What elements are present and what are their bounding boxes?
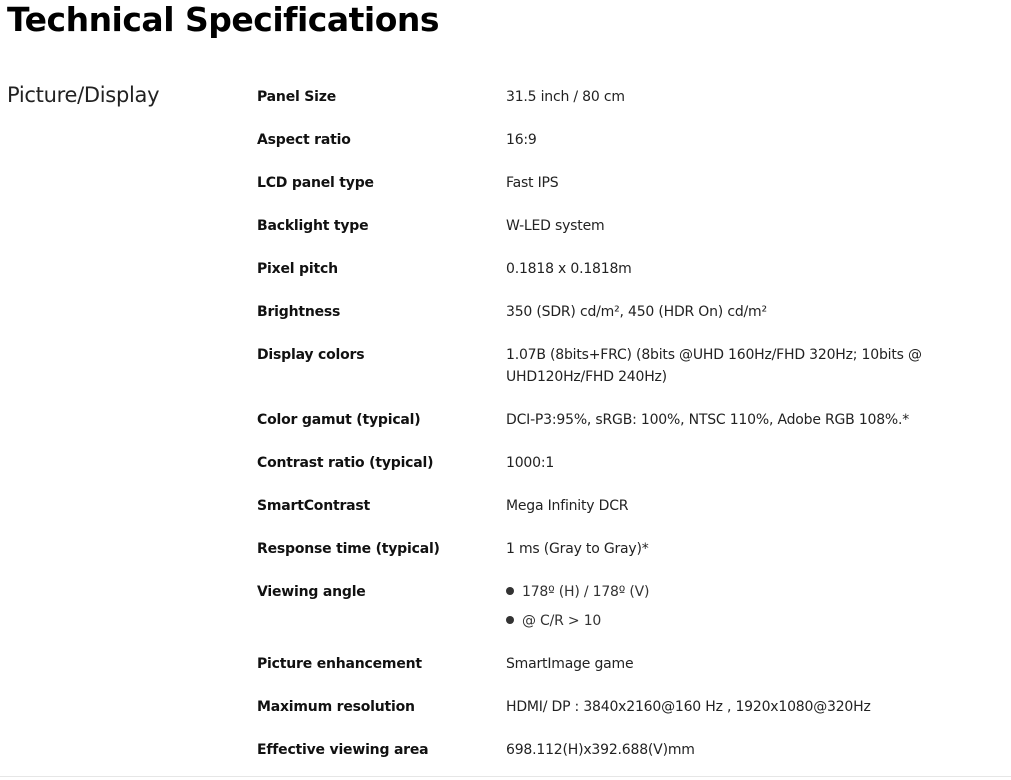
spec-label: Backlight type xyxy=(257,218,369,234)
spec-label: Contrast ratio (typical) xyxy=(257,455,434,471)
spec-value: 1.07B (8bits+FRC) (8bits @UHD 160Hz/FHD 320Hz; 10bits @ UHD120Hz/FHD 240Hz) xyxy=(506,347,922,385)
spec-list xyxy=(257,86,957,780)
spec-row-contrast-ratio xyxy=(257,452,957,474)
spec-value xyxy=(506,581,936,632)
viewing-angle-list xyxy=(506,581,936,632)
spec-label: Pixel pitch xyxy=(257,261,338,277)
divider xyxy=(0,776,1011,777)
spec-value: 698.112(H)x392.688(V)mm xyxy=(506,742,695,758)
spec-label: Brightness xyxy=(257,304,341,320)
section-title: Picture/Display xyxy=(7,83,160,107)
page-title: Technical Specifications xyxy=(7,0,440,39)
spec-value: 1000:1 xyxy=(506,455,555,471)
spec-row-color-gamut xyxy=(257,409,957,431)
spec-value: W-LED system xyxy=(506,218,605,234)
spec-label: Display colors xyxy=(257,347,365,363)
spec-row-smartcontrast xyxy=(257,495,957,517)
spec-label: Viewing angle xyxy=(257,584,366,600)
spec-label: Effective viewing area xyxy=(257,742,429,758)
spec-value: DCI-P3:95%, sRGB: 100%, NTSC 110%, Adobe RGB 108%.* xyxy=(506,412,910,428)
spec-row-lcd-panel-type xyxy=(257,172,957,194)
spec-row-response-time xyxy=(257,538,957,560)
spec-label: Color gamut (typical) xyxy=(257,412,421,428)
spec-value: 16:9 xyxy=(506,132,537,148)
spec-row-pixel-pitch xyxy=(257,258,957,280)
spec-label: Picture enhancement xyxy=(257,656,422,672)
spec-row-brightness xyxy=(257,301,957,323)
spec-value: Mega Infinity DCR xyxy=(506,498,629,514)
spec-row-display-colors xyxy=(257,344,957,388)
list-item-text: 178º (H) / 178º (V) xyxy=(522,584,650,600)
spec-row-backlight-type xyxy=(257,215,957,237)
spec-row-picture-enhancement xyxy=(257,653,957,675)
spec-value: HDMI/ DP : 3840x2160@160 Hz , 1920x1080@320Hz xyxy=(506,699,871,715)
spec-row-aspect-ratio xyxy=(257,129,957,151)
list-item xyxy=(506,610,936,632)
spec-value: 350 (SDR) cd/m², 450 (HDR On) cd/m² xyxy=(506,304,767,320)
spec-value: 1 ms (Gray to Gray)* xyxy=(506,541,649,557)
spec-value: Fast IPS xyxy=(506,175,559,191)
spec-label: LCD panel type xyxy=(257,175,374,191)
spec-label: Maximum resolution xyxy=(257,699,415,715)
spec-row-viewing-angle xyxy=(257,581,957,632)
spec-label: Panel Size xyxy=(257,89,336,105)
spec-row-panel-size xyxy=(257,86,957,108)
spec-row-maximum-resolution xyxy=(257,696,957,718)
bullet-icon xyxy=(506,616,514,624)
bullet-icon xyxy=(506,587,514,595)
list-item-text: @ C/R > 10 xyxy=(522,613,602,629)
spec-label: SmartContrast xyxy=(257,498,371,514)
spec-label: Response time (typical) xyxy=(257,541,440,557)
spec-row-effective-viewing-area xyxy=(257,739,957,761)
spec-value: 31.5 inch / 80 cm xyxy=(506,89,625,105)
spec-value: 0.1818 x 0.1818m xyxy=(506,261,632,277)
spec-label: Aspect ratio xyxy=(257,132,351,148)
spec-value: SmartImage game xyxy=(506,656,634,672)
list-item xyxy=(506,581,936,603)
